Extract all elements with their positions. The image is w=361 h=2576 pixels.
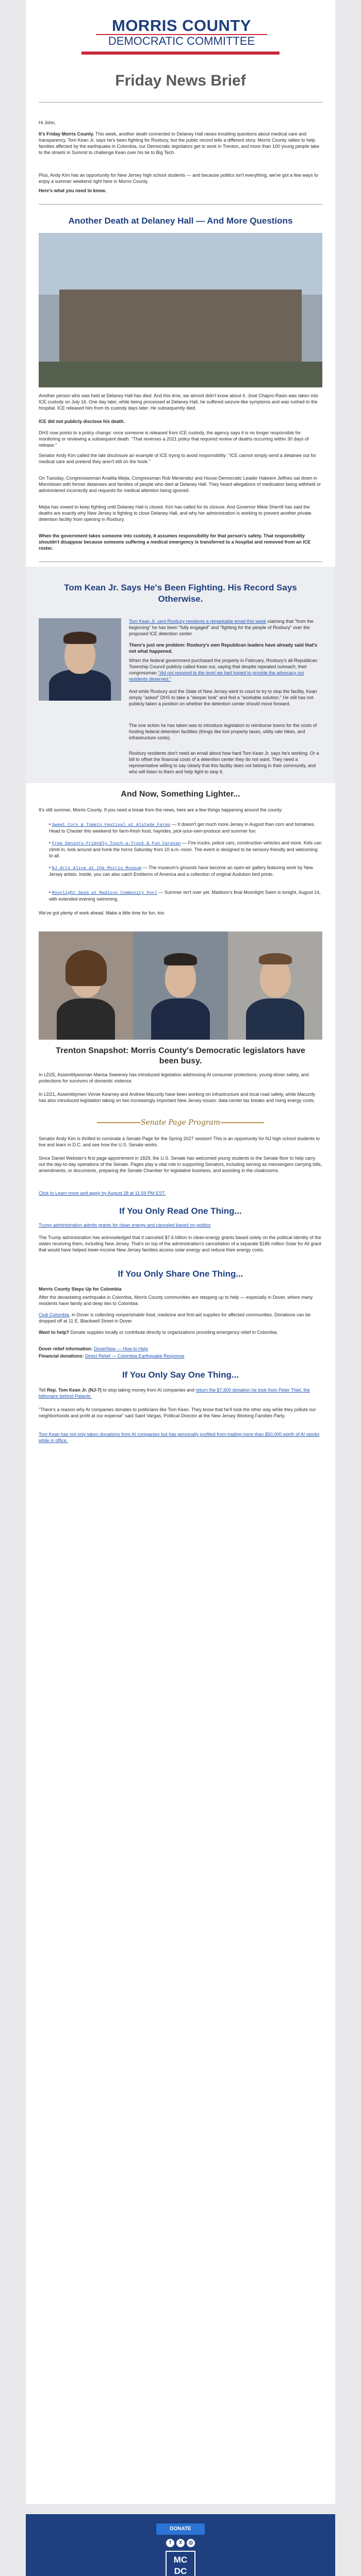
event-text: — The museum's grounds have become an open-air gallery featuring work by New Jersey artists. Inside, you can also catch Emblems of America and a collection of original Audubon bird prints. [49,865,313,877]
kean-p5: The one action he has taken was to introduce legislation to reimburse towns for the costs of hosting federal detention facilities (things like lost property taxes, utility rate hikes, and infrastructure costs). [129,723,317,740]
dover-relief-link[interactable]: DoverNow — How to Help [94,1346,149,1351]
hair [259,953,292,964]
divider [39,204,322,205]
share-p2-text: , in Dover is collecting nonperishable food, medicine and first-aid supplies for affected communities. Donations can be dropped off at 11 E. Blackwell Street in Dover [39,1312,311,1324]
section-heading-lighter: And Now, Something Lighter... [121,790,240,799]
intro-paragraph-2: Plus, Andy Kim has an opportunity for New Jersey high school students — and because politics isn't everything, we've got a few ways to enjoy a summer weekend right here in Morris County. [39,173,318,184]
kean-p3 [129,657,322,682]
share-p4-label: Dover relief information: [39,1346,93,1351]
read-article-link[interactable]: Trump administration admits grants for clean energy and canceled based on politics [39,1223,211,1228]
read-p1: The Trump administration has acknowledged that it canceled $7.6 billion in clean-energy grants based solely on the political identity of the states receiving them, including New Jersey. That's on top of the administration's cancellation of a separate $186 million Solar for All grant that would have helped lower-income New Jersey families access solar energy and reduce their energy costs. [39,1235,321,1252]
list-item: • Moonlight Swim at Madison Community Pool — Summer isn't over yet. Madison's final Moonlight Swim is tonight, August 14, with extended evening swimming. [49,890,321,902]
sky [39,233,322,295]
event-text: — Fire trucks, police cars, construction vehicles and more. Kids can climb in, look around and honk the horns Saturday from 10 a.m.-noon. The event is designed to be sensory-friendly and welcoming to all. [49,840,322,858]
share-p4 [39,1346,322,1352]
delaney-p3: DHS now points to a policy change: once someone is released from ICE custody, the agency says it is no longer responsible for monitoring or reviewing a subsequent death. "That reverses a 2021 policy that required review of deaths occurring within 30 days of release." [39,430,309,448]
delaney-p6: Mejia has vowed to keep fighting until Delaney Hall is closed. Kim has called for its closure. And Governor Mikie Sherrill has said the deaths are exactly why New Jersey is fighting to close Delaney Hall, and why her administration is working to prevent another private detention facility from opening in Roxbury. [39,504,311,522]
direct-relief-link[interactable]: Direct Relief — Colombia Earthquake Response [85,1353,185,1359]
share-p1: After the devastating earthquake in Colombia, Morris County communities are stepping up to help — especially in Dover, where many residents have family and deep ties to Colombia. [39,1295,313,1306]
kean-council-link[interactable]: "did not respond to the level we had hoped to provide the advocacy our residents deserved." [129,670,304,682]
donate-button[interactable]: DONATE [156,2523,205,2535]
kean-email-link[interactable]: Tom Kean Jr. sent Roxbury residents a remarkable email this week [129,619,267,624]
say-p3 [39,1431,322,1444]
instagram-icon[interactable]: ◎ [187,2539,195,2547]
share-p3 [39,1329,322,1335]
mcdc-wordmark[interactable] [87,18,276,47]
delaney-p1: Another person who was held at Delaney Hall has died. And this time, we almost didn't know about it. José Chapro-Rasin was taken into ICE custody on July 16. One day later, while being processed at Delaney Hall, he suffered seizure-like symptoms and was rushed to the hospital. ICE released him from its custody days later. He subsequently died. [39,393,319,411]
header [26,18,335,48]
newsletter-title: Friday News Brief [115,72,246,89]
event-link-corn[interactable]: Sweet Corn & Tomato Festival at Alstede Farms [52,822,171,827]
list-item: • Free Seniors-Friendly Touch-a-Truck & Fun Caravan — Fire trucks, police cars, construction vehicles and more. Kids can climb in, look around and honk the horns Saturday from 10 a.m.-noon. The event is designed to be sensory-friendly and welcoming to all. [49,840,322,858]
delaney-p7: When the government takes someone into custody, it assumes responsibility for that person's safety. That responsibility shouldn't disappear because someone suffering a medical emergency is transferred to a hospital and removed from an ICE roster. [39,533,311,551]
club-colombia-link[interactable]: Club Colombia [39,1312,70,1317]
hair [164,953,197,965]
share-p2 [39,1312,322,1324]
share-p3-label: Want to help? [39,1330,70,1335]
building [59,290,302,367]
section-heading-kean: Tom Kean Jr. Says He's Been Fighting. His Record Says Otherwise. [64,583,297,604]
trenton-p1: In LD25, Assemblywoman Marisa Sweeney has introduced legislation addressing AI consumer protections, young-driver safety, and protections for survivors of domestic violence. [39,1072,309,1083]
event-link-swim[interactable]: Moonlight Swim at Madison Community Pool [52,890,157,895]
say-p2: "There's a reason why AI companies donates to politicians like Tom Kean. They know that he'll look the other way while they pollute our neighborhoods and profit at our expense" said Saint Vargas, Political Director at the New Jersey Working Families Party. [39,1407,316,1418]
legislators-photo [39,931,322,1040]
section-heading-say: If You Only Say One Thing... [122,1370,239,1380]
intro-paragraph-3: Here's what you need to know. [39,188,106,193]
legislator-photo-3 [228,931,322,1040]
suit [151,998,210,1040]
kean-stocks-link[interactable]: Tom Kean has not only taken donations from AI companies but has personally profited from trading more than $50,000 worth of AI stocks while in office. [39,1432,320,1443]
email-card [26,0,335,2504]
suit [246,998,304,1040]
hair [63,632,96,644]
trenton-p2: In LD21, Assemblymen Vinnie Kearney and Andrew Macurdy have been working on infrastructure and local road safety, while Macurdy has also introduced legislation taking on two increasingly important New Jersey issues: data-center tax breaks and rising energy costs. [39,1092,315,1103]
section-heading-read: If You Only Read One Thing... [119,1206,242,1216]
intro-paragraph-1 [39,131,322,156]
share-subheading: Morris County Steps Up for Colombia [39,1286,122,1292]
banner-title: Senate Page Program [140,1117,221,1128]
section-heading-trenton: Trenton Snapshot: Morris County's Democratic legislators have been busy. [56,1046,305,1065]
logo-dc: DC [174,2566,187,2576]
say-p1-a: Tell [39,1387,46,1393]
ground [39,362,322,387]
kean-p3-text: When the federal government purchased the property in February, Roxbury's all-Republican Township Council publicly called Kean out, saying that despite repeated outreach, their congressman [129,658,318,675]
share-p5 [39,1353,322,1359]
event-text: — It doesn't get much more Jersey in August than corn and tomatoes. Head to Chester this weekend for farm-fresh food, hayrides, pick-your-own-produce and summer fun. [49,822,316,834]
section-heading-share: If You Only Share One Thing... [118,1269,243,1279]
say-p1 [39,1387,322,1399]
header-accent-bar [81,52,280,55]
section-heading-delaney: Another Death at Delaney Hall — And More Questions [68,216,293,226]
event-link-truck[interactable]: Free Seniors-Friendly Touch-a-Truck & Fun Caravan [52,841,181,846]
kean-p6: Roxbury residents don't need an email about how hard Tom Kean Jr. says he's working. Or a bill to offset the financial costs of a detention center they do not want. They need a representative willing to say clearly that this facility does not belong in their community, and who will listen to them and help fight to stop it. [129,751,319,774]
list-item: • NJ Arts Alive at the Morris Museum — The museum's grounds have become an open-air gallery featuring work by New Jersey artists. Inside, you can also catch Emblems of America and a collection of original Audubon bird prints. [49,865,313,877]
divider [39,102,322,103]
wordmark-line1: MORRIS COUNTY [112,16,251,35]
shoulders [57,998,115,1040]
senate-apply-link[interactable]: Click to Learn more and apply by August 28 at 11:59 PM EST. [39,1191,166,1196]
list-item: • Sweet Corn & Tomato Festival at Alstede Farms — It doesn't get much more Jersey in August than corn and tomatoes. Head to Chester this weekend for farm-fresh food, hayrides, pick-your-own-produce and summer fun. [49,822,316,834]
mcdc-logo [165,2550,196,2576]
kean-p1-text: claiming that "from the beginning" he has been "fully engaged" and "fighting for the people of Roxbury" over the proposed ICE detention center. [129,619,314,636]
logo-mc: MC [173,2555,188,2565]
greeting: Hi John, [39,120,56,125]
legislator-photo-2 [133,931,228,1040]
senate-page-banner [26,1117,335,1128]
delaney-p4: Senator Andy Kim called the late disclosure an example of ICE trying to avoid responsibility: "ICE cannot simply send a detainee out for medical care and pretend they aren't still on the hook." [39,453,316,464]
lighter-intro: It's still summer, Morris County. If you need a break from the news, here are a few things happening around the county: [39,807,283,812]
delaney-p5: On Tuesday, Congresswoman Analilia Mejia, Congressman Rob Menendez and House Democratic Leader Hakeem Jeffries sat down in Morristown with former detainees and families of people who died at Delaney Hall. They heard allegations of medication being withheld or administered incorrectly and requests for medical attention being ignored. [39,476,321,493]
intro-text: This week, another death connected to Delaney Hall raises troubling questions about medical care and transparency. Tom Kean Jr. says he's been fighting for Roxbury, but the public record tells a different story. Morris County rallies to help families affected by the earthquake in Colombia, our Democratic legislators get to work in Trenton, and more than 100 young people take to the streets in Summit to challenge Kean over his tie to Big Tech. [39,131,320,155]
hair [65,950,107,986]
kean-p2: There's just one problem: Roxbury's own Republican leaders have already said that's not what happened. [129,642,318,654]
suit [49,670,111,701]
wordmark-line2: DEMOCRATIC COMMITTEE [96,34,267,47]
say-p1-c: to stop taking money from AI companies and [103,1387,195,1393]
say-p1-b: Rep. Tom Kean Jr. (NJ-7) [47,1387,102,1393]
share-p5-label: Financial donations: [39,1353,84,1359]
footer [26,2514,335,2576]
tom-kean-photo [39,618,121,701]
read-link-line [39,1222,322,1228]
share-p3-text: Donate supplies locally or contribute directly to organizations providing emergency relief in Colombia. [70,1330,278,1335]
x-icon[interactable]: X [176,2539,185,2547]
event-text: — Summer isn't over yet. Madison's final Moonlight Swim is tonight, August 14, with extended evening swimming. [49,890,321,902]
delaney-hall-photo [39,233,322,387]
senate-p2: Since Daniel Webster's first page appointment in 1829, the U.S. Senate has welcomed young students to the Senate floor to help carry out the day-to-day operations of the Senate. Pages play a vital role in supporting Senators, including serving as messengers carrying bills, amendments, or documents, preparing the Senate Chamber for legislative business, and assisting in the cloakrooms. [39,1156,322,1173]
return-donation-link[interactable]: return the $7,600 donation he took from Peter Thiel, the billionaire behind Palantir. [39,1387,310,1399]
kean-p1 [129,618,322,637]
intro-lead: It's Friday Morris County. [39,131,94,137]
senate-p1: Senator Andy Kim is thrilled to nominate a Senate Page for the Spring 2027 session! This is an opportunity for NJ high school students to live and learn in D.C. and see how the U.S. Senate works. [39,1136,320,1147]
facebook-icon[interactable]: f [166,2539,174,2547]
kean-p4: And while Roxbury and the State of New Jersey went to court to try to stop the facility, Kean simply "asked" DHS to take a "deeper look" and find a "workable solution." He still has not publicly taken a position on whether the detention center should move forward. [129,689,317,706]
event-link-arts[interactable]: NJ Arts Alive at the Morris Museum [52,866,142,871]
lighter-outro: We've got plenty of work ahead. Make a little time for fun, too. [39,910,166,916]
senate-cta [39,1190,322,1196]
legislator-photo-1 [39,931,133,1040]
delaney-p2: ICE did not publicly disclose his death. [39,419,125,424]
